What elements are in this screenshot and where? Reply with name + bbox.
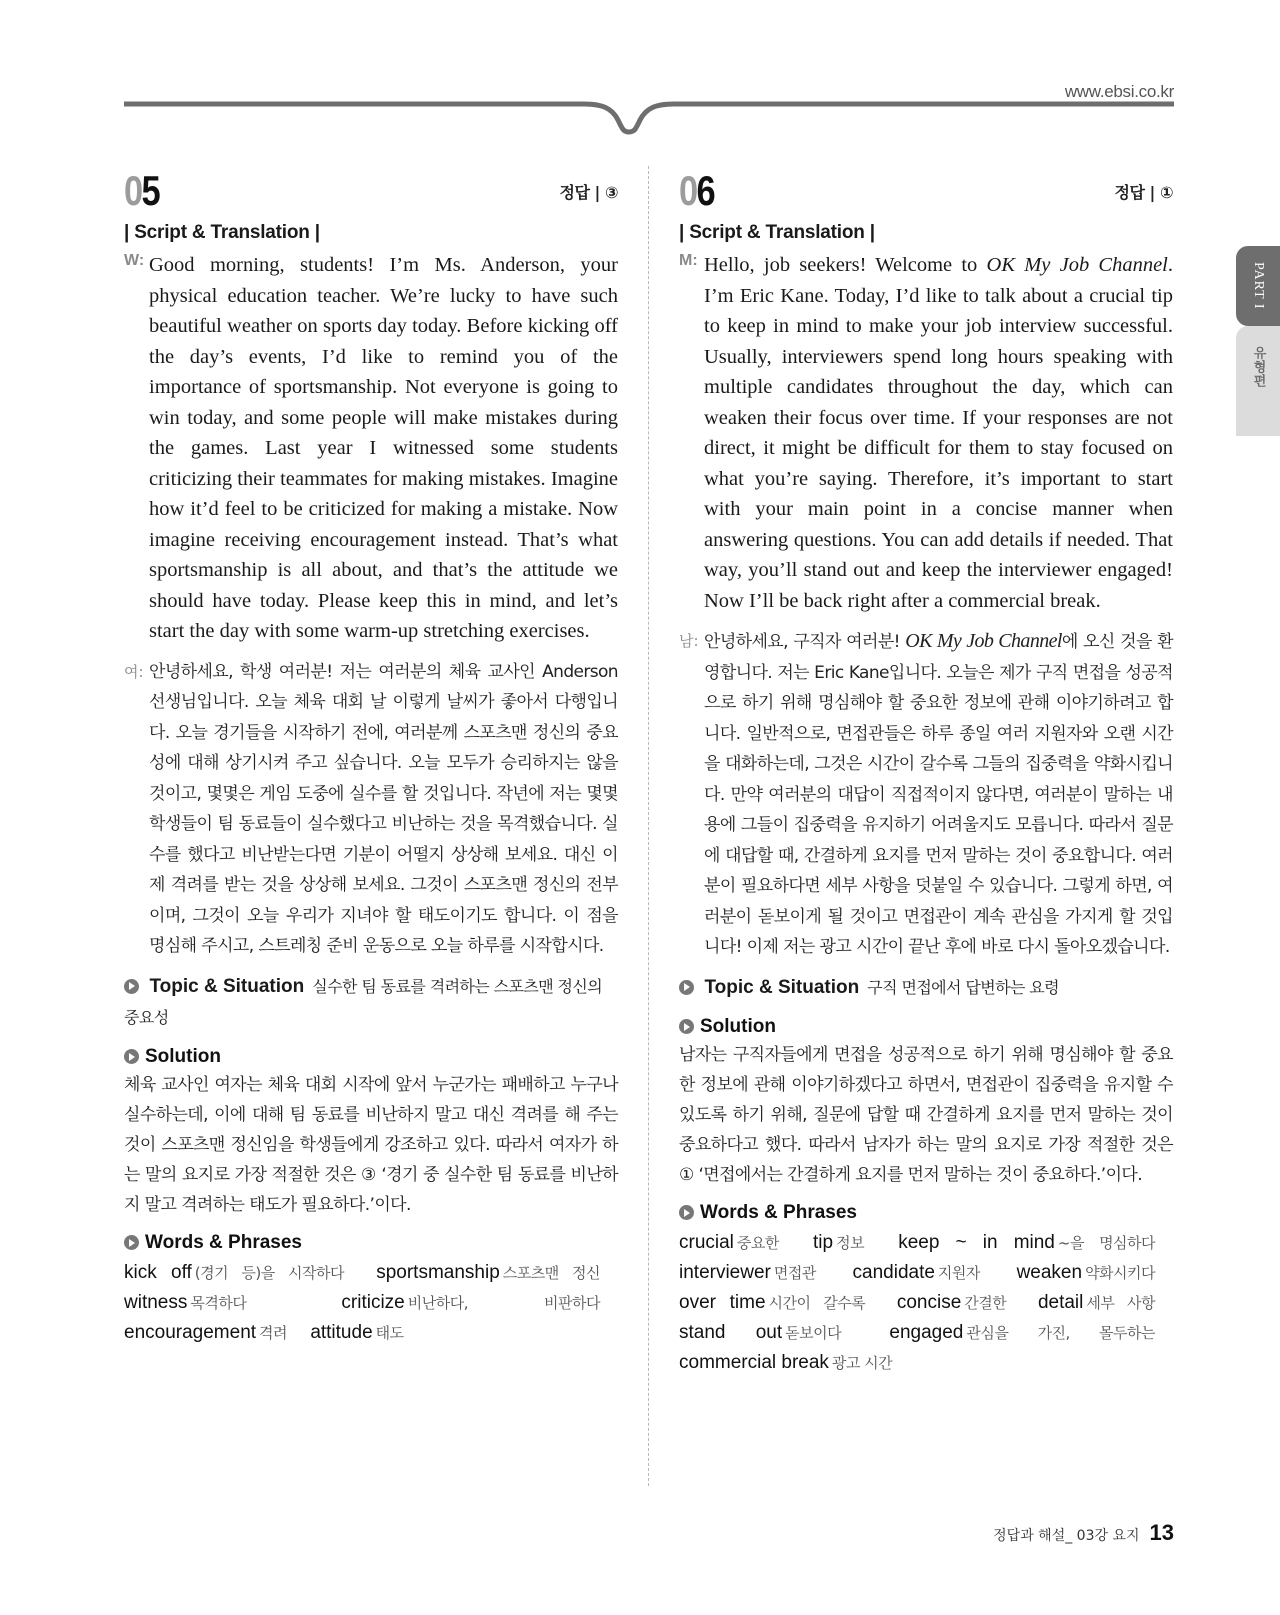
header-divider-rule [124, 98, 1174, 148]
words-phrases-list [124, 1258, 618, 1348]
speaker-label: M: [679, 252, 698, 269]
vocab-item: detail 세부 사항 [1037, 1291, 1156, 1313]
side-tabs [1236, 246, 1280, 436]
vocab-item: stand out 돋보이다 [679, 1321, 842, 1343]
question-header [679, 168, 1173, 216]
script-korean [679, 626, 1173, 963]
vocab-item: witness 목격하다 [124, 1291, 247, 1313]
vocab-item: candidate 지원자 [852, 1261, 980, 1283]
vocab-item: keep ~ in mind ~을 명심하다 [898, 1231, 1156, 1253]
question-number: 06 [679, 167, 715, 214]
footer-section-label: 정답과 해설_ 03강 요지 [993, 1528, 1140, 1544]
question-header [124, 168, 618, 216]
speaker-label: 여: [124, 662, 144, 681]
topic-text: 구직 면접에서 답변하는 요령 [867, 977, 1059, 997]
script-translation-label: | Script & Translation | [679, 222, 875, 243]
script-korean-text: 안녕하세요, 학생 여러분! 저는 여러분의 체육 교사인 Anderson 선생님입니다. 오늘 체육 대회 날 이렇게 날씨가 좋아서 다행입니다. 오늘 경기들을 시작하기 전에, 여러분께 스포츠맨 정신의 중요성에 대해 상기시켜 주고 싶습니다. 오늘 모두가 승리하지는 않을 것이고, 몇몇은 게임 도중에 실수를 할 것입니다. 작년에 저는 몇몇 학생들이 팀 동료들이 실수했다고 비난하는 것을 목격했습니다. 실수를 했다고 비난받는다면 기분이 어떨지 상상해 보세요. 대신 이제 격려를 받는 것을 상상해 보세요. 그것이 스포츠맨 정신의 전부이며, 그것이 오늘 우리가 지녀야 할 태도이기도 합니다. 이 점을 명심해 주시고, 스트레칭 준비 운동으로 오늘 하루를 시작합시다. [149, 661, 618, 956]
words-phrases-list [679, 1228, 1173, 1378]
solution-text: 체육 교사인 여자는 체육 대회 시작에 앞서 누군가는 패배하고 누구나 실수하는데, 이에 대해 팀 동료를 비난하지 말고 대신 격려를 해 주는 것이 스포츠맨 정신임을 학생들에게 강조하고 있다. 따라서 여자가 하는 말의 요지로 가장 적절한 것은 ③ ‘경기 중 실수한 팀 동료를 비난하지 말고 격려하는 태도가 필요하다.’이다. [124, 1074, 618, 1215]
script-english [124, 250, 618, 647]
vocab-item: concise 간결한 [896, 1291, 1007, 1313]
solution-heading: Solution [679, 1016, 1173, 1038]
vocab-item: over time 시간이 갈수록 [679, 1291, 866, 1313]
topic-situation: Topic & Situation 실수한 팀 동료를 격려하는 스포츠맨 정신의 중요성 [124, 975, 603, 1027]
solution-heading: Solution [124, 1046, 618, 1068]
script-korean-text: 안녕하세요, 구직자 여러분! OK My Job Channel에 오신 것을 환영합니다. 저는 Eric Kane입니다. 오늘은 제가 구직 면접을 성공적으로 하기 위해 명심해야 할 중요한 정보에 관해 이야기하려고 합니다. 일반적으로, 면접관들은 하루 종일 여러 지원자와 오랜 시간을 대화하는데, 그것은 시간이 갈수록 그들의 집중력을 약화시킵니다. 만약 여러분의 대답이 직접적이지 않다면, 여러분이 말하는 내용에 그들이 집중력을 유지하기 어려울지도 모릅니다. 따라서 질문에 대답할 때, 간결하게 요지를 먼저 말하는 것이 중요합니다. 여러분이 필요하다면 세부 사항을 덧붙일 수 있습니다. 그렇게 하면, 여러분이 돋보이게 될 것이고 면접관이 계속 관심을 가지게 할 것입니다! 이제 저는 광고 시간이 끝난 후에 바로 다시 돌아오겠습니다. [704, 630, 1173, 957]
channel-title: OK My Job Channel [905, 630, 1062, 652]
play-bullet-icon [679, 1019, 694, 1034]
script-english-text: Good morning, students! I’m Ms. Anderson, your physical education teacher. We’re lucky to have such beautiful weather on sports day today. Before kicking off the day’s events, I’d like to remind you of the importance of sportsmanship. Not everyone is going to win today, and some people will make mistakes during the games. Last year I witnessed some students criticizing their teammates for making mistakes. Imagine how it’d feel to be criticized for making a mistake. Now imagine receiving encouragement instead. That’s what sportsmanship is all about, and that’s the attitude we should have today. Please keep this in mind, and let’s start the day with some warm-up stretching exercises. [149, 254, 618, 642]
vocab-item: weaken 약화시키다 [1016, 1261, 1156, 1283]
solution-text: 남자는 구직자들에게 면접을 성공적으로 하기 위해 명심해야 할 중요한 정보에 관해 이야기하겠다고 하면서, 면접관이 집중력을 유지할 수 있도록 하기 위해, 질문에 답할 때 간결하게 요지를 먼저 말하는 것이 중요하다고 했다. 따라서 남자가 하는 말의 요지로 가장 적절한 것은 ① ‘면접에서는 간결하게 요지를 먼저 말하는 것이 중요하다.’이다. [679, 1044, 1173, 1185]
play-bullet-icon [679, 1205, 694, 1220]
script-korean [124, 657, 618, 962]
words-phrases-heading: Words & Phrases [679, 1202, 1173, 1224]
answer-label: 정답 | ① [1114, 183, 1173, 202]
question-05 [124, 168, 618, 1348]
vocab-item: commercial break 광고 시간 [679, 1351, 893, 1373]
question-06 [679, 168, 1173, 1378]
answer-label: 정답 | ③ [559, 183, 618, 202]
vocab-item: kick off (경기 등)을 시작하다 [124, 1261, 344, 1283]
vocab-item: encouragement 격려 [124, 1321, 288, 1343]
vocab-item: crucial 중요한 [679, 1231, 779, 1253]
vocab-item: tip 정보 [813, 1231, 865, 1253]
script-translation-label: | Script & Translation | [124, 222, 320, 243]
column-divider [648, 166, 649, 1486]
channel-title: OK My Job Channel [986, 254, 1168, 276]
vocab-item: attitude 태도 [310, 1321, 404, 1343]
site-url: www.ebsi.co.kr [1064, 82, 1174, 101]
script-english [679, 250, 1173, 616]
speaker-label: 남: [679, 632, 699, 650]
question-number: 05 [124, 167, 160, 214]
play-bullet-icon [124, 1049, 139, 1064]
play-bullet-icon [124, 1235, 139, 1250]
play-bullet-icon [679, 980, 694, 995]
vocab-item: criticize 비난하다, 비판하다 [341, 1291, 600, 1313]
script-english-text: Hello, job seekers! Welcome to OK My Job Channel. I’m Eric Kane. Today, I’d like to talk about a crucial tip to keep in mind to make your job interview successful. Usually, interviewers spend long hours speaking with multiple candidates throughout the day, which can weaken their focus over time. If your responses are not direct, it might be difficult for them to stay focused on what you’re saying. Therefore, it’s important to start with your main point in a concise manner when answering questions. You can add details if needed. That way, you’ll stand out and keep the interviewer engaged! Now I’ll be back right after a commercial break. [704, 254, 1173, 612]
speaker-label: W: [124, 252, 145, 269]
topic-text: 실수한 팀 동료를 격려하는 스포츠맨 정신의 중요성 [124, 976, 603, 1027]
page-footer [993, 1520, 1174, 1546]
vocab-item: engaged 관심을 가진, 몰두하는 [889, 1321, 1156, 1343]
words-phrases-heading: Words & Phrases [124, 1232, 618, 1254]
topic-situation: Topic & Situation 구직 면접에서 답변하는 요령 [679, 973, 1173, 1004]
vocab-item: interviewer 면접관 [679, 1261, 816, 1283]
vocab-item: sportsmanship 스포츠맨 정신 [376, 1261, 600, 1283]
play-bullet-icon [124, 979, 139, 994]
page-number: 13 [1149, 1520, 1174, 1545]
tab-section-type[interactable]: 유형편 [1236, 326, 1280, 436]
tab-part-1[interactable]: PART I [1236, 246, 1280, 326]
